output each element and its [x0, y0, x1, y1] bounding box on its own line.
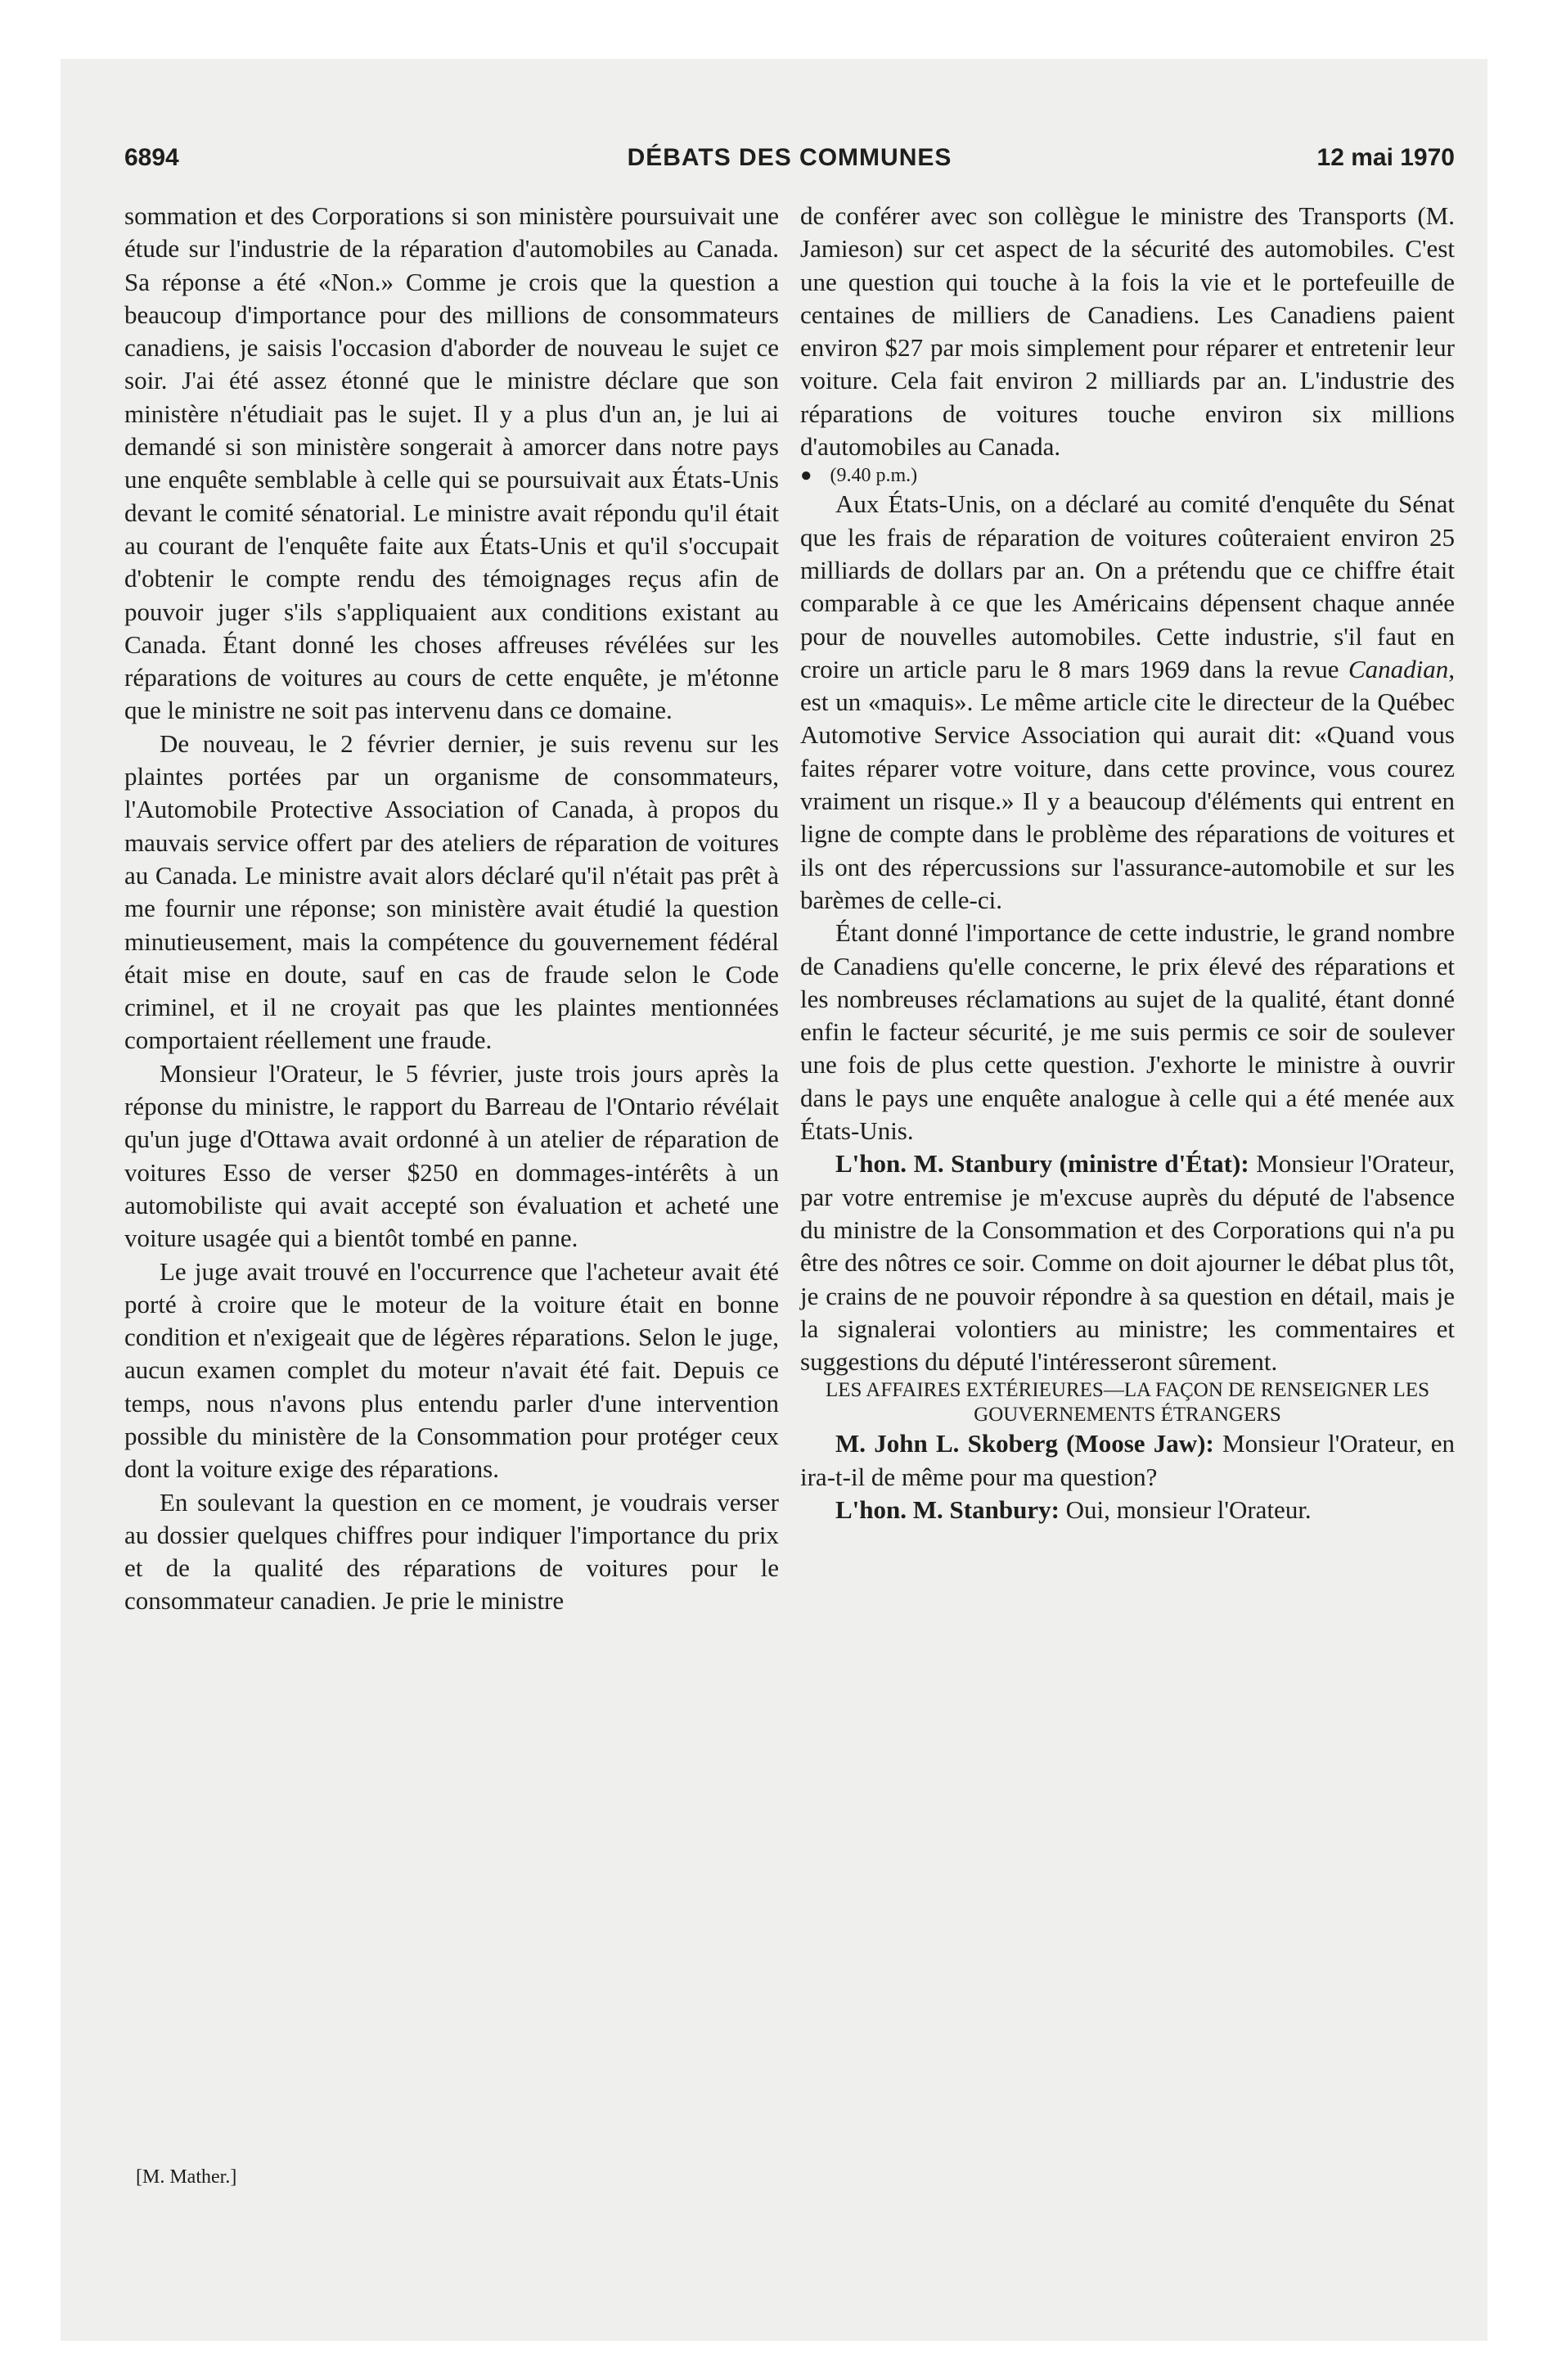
section-heading: LES AFFAIRES EXTÉRIEURES—LA FAÇON DE RENSEIGNER LES GOUVERNEMENTS ÉTRANGERS — [825, 1379, 1429, 1427]
page-header — [124, 139, 1455, 177]
left-paragraph-1: sommation et des Corporations si son ministère poursuivait une étude sur l'industrie de la réparation d'automobiles au Canada. Sa réponse a été «Non.» Comme je crois que la question a beaucoup d'importance pour des millions de consommateurs canadiens, je saisis l'occasion d'aborder de nouveau le sujet ce soir. J'ai été assez étonné que le ministre déclare que son ministère n'étudiait pas le sujet. Il y a plus d'un an, je lui ai demandé si son ministère songerait à amorcer dans notre pays une enquête semblable à celle qui se poursuivait aux États-Unis devant le comité sénatorial. Le ministre avait répondu qu'il était au courant de l'enquête faite aux États-Unis et qu'il s'occupait d'obtenir le compte rendu des témoignages reçus afin de pouvoir juger s'ils s'appliquaient aux conditions existant au Canada. Étant donné les choses affreuses révélées sur les réparations de voitures au cours de cette enquête, je m'étonne que le ministre ne soit pas intervenu dans ce domaine. — [124, 201, 779, 725]
time-marker — [800, 463, 1455, 488]
right-column — [800, 200, 1455, 1526]
left-paragraph-4: Le juge avait trouvé en l'occurrence que l'acheteur avait été porté à croire que le moteur de la voiture était en bonne condition et n'exigeait que de légères réparations. Selon le juge, aucun examen complet du moteur n'avait été fait. Depuis ce temps, nous n'avons plus entendu parler d'une intervention possible du ministère de la Consommation pour protéger ceux dont la voiture exige des réparations. — [124, 1256, 779, 1484]
right-paragraph-5-text: Monsieur l'Orateur, en ira-t-il de même pour ma question? — [800, 1429, 1455, 1491]
right-paragraph-3: Étant donné l'importance de cette industrie, le grand nombre de Canadiens qu'elle concerne, le prix élevé des réparations et les nombreuses réclamations au sujet de la qualité, étant donné enfin le facteur sécurité, je me suis permis ce soir de soulever une fois de plus cette question. J'exhorte le ministre à ouvrir dans le pays une enquête analogue à celle qui a été menée aux États-Unis. — [800, 918, 1455, 1146]
right-paragraph-2 — [800, 488, 1455, 917]
magazine-name: Canadian, — [1348, 654, 1455, 683]
right-paragraph-5 — [800, 1427, 1455, 1494]
time-marker-text: (9.40 p.m.) — [830, 465, 918, 487]
speaker-signature: [M. Mather.] — [136, 2166, 237, 2188]
speaker-stanbury: L'hon. M. Stanbury (ministre d'État): — [835, 1149, 1249, 1179]
speaker-stanbury-2: L'hon. M. Stanbury: — [835, 1494, 1060, 1524]
right-paragraph-2-text-b: est un «maquis». Le même article cite le directeur de la Québec Automotive Service Association qui aurait dit: «Quand vous faites réparer votre voiture, dans cette province, vous courez vraiment un risque.» Il y a beaucoup d'éléments qui entrent en ligne de compte dans le problème des réparations de voitures et ils ont des répercussions sur l'assurance-automobile et sur les barèmes de celle-ci. — [800, 687, 1455, 914]
right-paragraph-2-text-a: Aux États-Unis, on a déclaré au comité d'enquête du Sénat que les frais de réparation de voitures coûteraient environ 25 milliards de dollars par an. On a prétendu que ce chiffre était comparable à ce que les Américains dépensent chaque année pour de nouvelles automobiles. Cette industrie, s'il faut en croire un article paru le 8 mars 1969 dans la revue — [800, 489, 1455, 683]
page-date: 12 mai 1970 — [1316, 144, 1455, 171]
left-paragraph-2: De nouveau, le 2 février dernier, je suis revenu sur les plaintes portées par un organisme de consommateurs, l'Automobile Protective Association of Canada, à propos du mauvais service offert par des ateliers de réparation de voitures au Canada. Le ministre avait alors déclaré qu'il n'était pas prêt à me fournir une réponse; son ministère avait étudié la question minutieusement, mais la compétence du gouvernement fédéral était mise en doute, sauf en cas de fraude selon le Code criminel, et il ne croyait pas que les plaintes mentionnées comportaient réellement une fraude. — [124, 728, 779, 1055]
right-paragraph-6 — [800, 1494, 1455, 1526]
right-paragraph-6-text: Oui, monsieur l'Orateur. — [1059, 1494, 1312, 1524]
speaker-skoberg: M. John L. Skoberg (Moose Jaw): — [835, 1429, 1214, 1458]
left-paragraph-3: Monsieur l'Orateur, le 5 février, juste trois jours après la réponse du ministre, le rapport du Barreau de l'Ontario révélait qu'un juge d'Ottawa avait ordonné à un atelier de réparation de voitures Esso de verser $250 en dommages-intérêts à un automobiliste qui avait accepté son évaluation et acheté une voiture usagée qui a bientôt tombé en panne. — [124, 1058, 779, 1253]
left-paragraph-5: En soulevant la question en ce moment, je voudrais verser au dossier quelques chiffres pour indiquer l'importance du prix et de la qualité des réparations de voitures pour le consommateur canadien. Je prie le ministre — [124, 1487, 779, 1616]
right-paragraph-4 — [800, 1147, 1455, 1378]
right-paragraph-1: de conférer avec son collègue le ministre des Transports (M. Jamieson) sur cet aspect de la sécurité des automobiles. C'est une question qui touche à la fois la vie et le portefeuille de centaines de milliers de Canadiens. Les Canadiens paient environ $27 par mois simplement pour réparer et entretenir leur voiture. Cela fait environ 2 milliards par an. L'industrie des réparations de voitures touche environ six millions d'automobiles au Canada. — [800, 201, 1455, 462]
left-column — [124, 200, 779, 1618]
bullet-icon: ● — [800, 465, 812, 487]
page-number: 6894 — [124, 144, 179, 171]
page-title: DÉBATS DES COMMUNES — [627, 144, 952, 171]
right-paragraph-4-text: Monsieur l'Orateur, par votre entremise je m'excuse auprès du député de l'absence du ministre de la Consommation et des Corporations qui n'a pu être des nôtres ce soir. Comme on doit ajourner le débat plus tôt, je crains de ne pouvoir répondre à sa question en détail, mais je la signalerai volontiers au ministre; les commentaires et suggestions du député l'intéresseront sûrement. — [800, 1149, 1455, 1377]
